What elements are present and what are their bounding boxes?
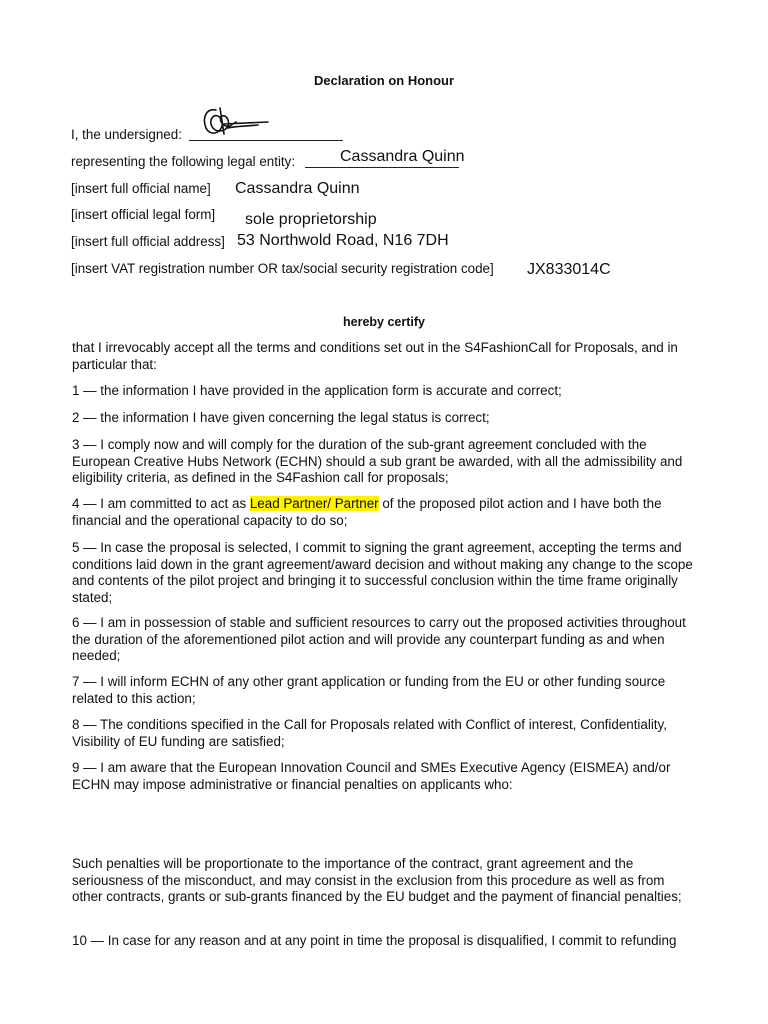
item-4-pre: 4 — I am committed to act as [72,496,250,511]
document-title: Declaration on Honour [313,73,455,88]
vat-value: JX833014C [527,261,611,278]
entity-value: Cassandra Quinn [340,148,465,165]
item-7: 7 — I will inform ECHN of any other grant application or funding from the EU or other funding source related to this action; [72,674,666,706]
item-5: 5 — In case the proposal is selected, I commit to signing the grant agreement, accepting the terms and conditions laid down in the grant agreement/award decision and without making any change to the scope and contents of the pilot project and bringing it to successful conclusion within the time frame originally stated; [72,540,693,605]
undersigned-underline [189,140,343,141]
address-value: 53 Northwold Road, N16 7DH [237,232,449,249]
certify-heading: hereby certify [343,315,425,329]
signature-image [198,104,274,140]
item-8: 8 — The conditions specified in the Call for Proposals related with Conflict of interest, Confidentiality, Visibility of EU funding are satisfied; [72,717,667,749]
address-label: [insert full official address] [71,234,225,249]
entity-label: representing the following legal entity: [71,154,296,169]
penalties-paragraph: Such penalties will be proportionate to the importance of the contract, grant agreement and the seriousness of the misconduct, and may consist in the exclusion from this procedure as well as from other contracts, grants or sub-grants financed by the EU budget and the payment of financial penalties; [72,856,682,905]
intro-paragraph: that I irrevocably accept all the terms and conditions set out in the S4FashionCall for Proposals, and in particular that: [72,340,678,372]
form-value: sole proprietorship [245,211,377,228]
vat-label: [insert VAT registration number OR tax/social security registration code] [71,261,494,276]
item-4-post: of the proposed pilot action and I have both the financial and the operational capacity to do so; [72,496,662,528]
item-3: 3 — I comply now and will comply for the duration of the sub-grant agreement concluded with the European Creative Hubs Network (ECHN) should a sub grant be awarded, with all the admissibility and eligibility criteria, as defined in the S4Fashion call for proposals; [72,437,683,486]
name-value: Cassandra Quinn [235,180,360,197]
form-label: [insert official legal form] [71,207,216,222]
item-10: 10 — In case for any reason and at any point in time the proposal is disqualified, I commit to refunding [72,933,677,948]
entity-underline [305,167,459,168]
item-1: 1 — the information I have provided in the application form is accurate and correct; [72,383,562,398]
name-label: [insert full official name] [71,181,211,196]
undersigned-label: I, the undersigned: [71,127,182,142]
item-6: 6 — I am in possession of stable and sufficient resources to carry out the proposed activities throughout the duration of the aforementioned pilot action and will provide any counterpart funding as and when needed; [72,615,686,664]
item-4 [72,496,698,529]
item-2: 2 — the information I have given concerning the legal status is correct; [72,410,490,425]
lead-partner-highlight: Lead Partner/ Partner [249,496,379,511]
item-9: 9 — I am aware that the European Innovation Council and SMEs Executive Agency (EISMEA) and/or ECHN may impose administrative or financial penalties on applicants who: [72,760,671,792]
